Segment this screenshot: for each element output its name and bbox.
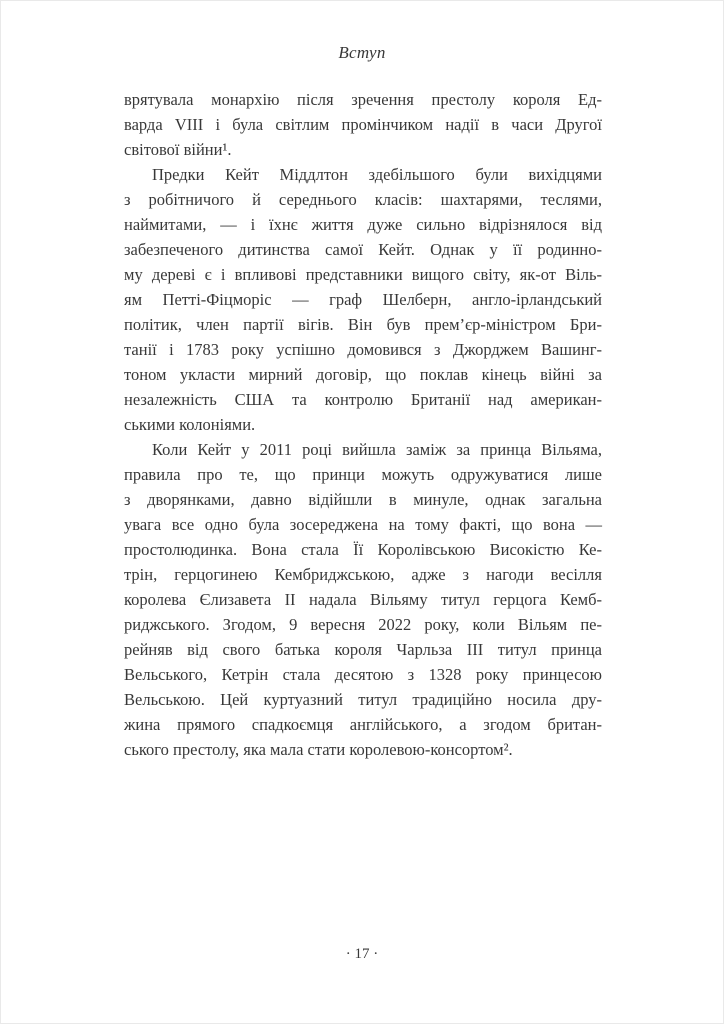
text-line: з дворянками, давно відійшли в минуле, однак загальна [124,490,602,509]
page-number: · 17 · [345,946,379,962]
text-line: Предки Кейт Міддлтон здебільшого були вихідцями [152,165,602,184]
text-line: з робітничого й середнього класів: шахтарями, теслями, [124,190,602,209]
text-line: наймитами, — і їхнє життя дуже сильно відрізнялося від [124,215,602,234]
text-line: королева Єлизавета II надала Вільяму титул герцога Кемб- [124,590,602,609]
text-line: жина прямого спадкоємця англійського, а згодом британ- [124,715,602,734]
text-line: врятувала монархію після зречення престолу короля Ед- [124,90,602,109]
text-line: Вельською. Цей куртуазний титул традиційно носила дру- [124,690,602,709]
text-line: світової війни¹. [124,140,232,159]
text-line: правила про те, що принци можуть одружуватися лише [124,465,602,484]
text-line: риджського. Згодом, 9 вересня 2022 року, коли Вільям пе- [124,615,602,634]
text-line: незалежність США та контролю Британії над американ- [124,390,602,409]
page-body [124,87,602,762]
text-line: ям Петті-Фіцморіс — граф Шелберн, англо-ірландський [124,290,602,309]
text-line: му дереві є і впливові представники вищого світу, як-от Віль- [124,265,602,284]
text-line: політик, член партії вігів. Він був прем’єр-міністром Бри- [124,315,602,334]
paragraph [124,87,602,162]
chapter-running-head: Вступ [338,43,386,62]
paragraph [124,162,602,437]
text-line: забезпеченого дитинства самої Кейт. Однак у її родинно- [124,240,602,259]
text-line: Коли Кейт у 2011 році вийшла заміж за принца Вільяма, [152,440,602,459]
text-line: Вельського, Кетрін стала десятою з 1328 року принцесою [124,665,602,684]
text-line: увага все одно була зосереджена на тому факті, що вона — [124,515,602,534]
text-line: трін, герцогинею Кембриджською, адже з нагоди весілля [124,565,602,584]
text-line: рейняв від свого батька короля Чарльза III титул принца [124,640,602,659]
text-line: ського престолу, яка мала стати королевою-консортом². [124,740,513,759]
text-line: тоном укласти мирний договір, що поклав кінець війні за [124,365,602,384]
text-line: танії і 1783 року успішно домовився з Джорджем Вашинг- [124,340,602,359]
text-line: варда VIII і була світлим промінчиком надії в часи Другої [124,115,602,134]
paragraph [124,437,602,762]
text-line: простолюдинка. Вона стала Її Королівською Високістю Ке- [124,540,602,559]
text-line: ськими колоніями. [124,415,256,434]
